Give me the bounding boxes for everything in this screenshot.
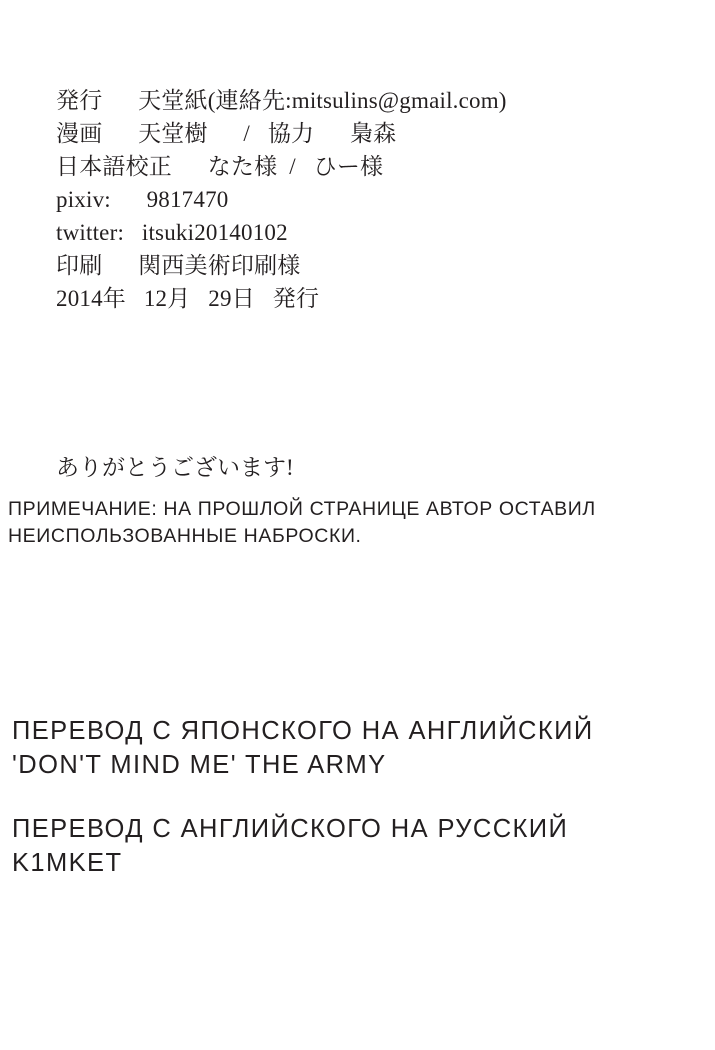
colophon-line-printing: 印刷 関西美術印刷様 [56, 253, 301, 278]
colophon-block [56, 84, 676, 315]
colophon-line-date: 2014年 12月 29日 発行 [56, 286, 320, 311]
colophon-line-proofreading: 日本語校正 なた様 / ひー様 [56, 154, 384, 179]
colophon-line-publisher: 発行 天堂紙(連絡先:mitsulins@gmail.com) [56, 88, 507, 113]
translator-note-line-2: НЕИСПОЛЬЗОВАННЫЕ НАБРОСКИ. [8, 525, 362, 547]
translator-note-block [8, 496, 708, 550]
credit-name-english: 'DON'T MIND ME' THE ARMY [12, 751, 387, 779]
translator-note-line-1: ПРИМЕЧАНИЕ: НА ПРОШЛОЙ СТРАНИЦЕ АВТОР ОСТАВИЛ [8, 498, 596, 520]
credit-group-russian [12, 812, 712, 880]
colophon-line-twitter: twitter: itsuki20140102 [56, 220, 288, 245]
credit-heading-english: ПЕРЕВОД С ЯПОНСКОГО НА АНГЛИЙСКИЙ [12, 717, 594, 745]
thanks-text: ありがとうございます! [56, 455, 294, 480]
colophon-line-pixiv: pixiv: 9817470 [56, 187, 229, 212]
credits-block [12, 714, 712, 910]
credit-group-english [12, 714, 712, 782]
credit-name-russian: K1MKET [12, 849, 123, 877]
thanks-block [56, 452, 686, 484]
colophon-line-artist: 漫画 天堂樹 / 協力 梟森 [56, 121, 397, 146]
credit-heading-russian: ПЕРЕВОД С АНГЛИЙСКОГО НА РУССКИЙ [12, 815, 569, 843]
